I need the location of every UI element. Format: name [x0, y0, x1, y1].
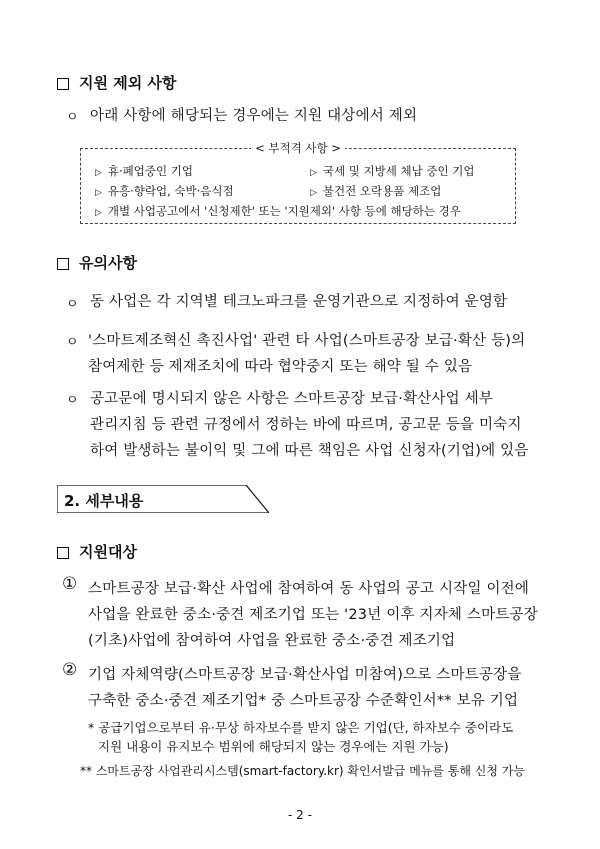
ineligible-item: ▷ 휴·폐업중인 기업: [95, 164, 193, 178]
circle-bullet: ㅇ: [66, 297, 79, 312]
eligibility-item-2: 기업 자체역량(스마트공장 보급·확산사업 미참여)으로 스마트공장을 구축한 중소·중견 제조기업* 중 스마트공장 수준확인서** 보유 기업: [88, 667, 522, 709]
circle-bullet: ㅇ: [66, 393, 79, 408]
ineligible-item: ▷ 국세 및 지방세 체납 중인 기업: [310, 164, 475, 178]
section-heading-eligibility: 지원대상: [57, 541, 137, 562]
ineligibility-box-title: < 부적격 사항 >: [251, 141, 345, 155]
square-bullet-icon: [57, 547, 69, 559]
footnote-2: ** 스마트공장 사업관리시스템(smart-factory.kr) 확인서발급 메뉴를 통해 신청 가능: [80, 764, 525, 778]
item-number-1: ①: [62, 574, 78, 594]
item-number-2: ②: [62, 660, 78, 680]
square-bullet-icon: [57, 258, 69, 270]
footnote-1: * 공급기업으로부터 유·무상 하자보수를 받지 않은 기업(단, 하자보수 중이라도 지원 내용이 유지보수 범위에 해당되지 않는 경우에는 지원 가능): [88, 720, 514, 754]
chapter-title: 2. 세부내용: [64, 492, 144, 510]
square-bullet-icon: [57, 78, 69, 90]
note-responsibility: 공고문에 명시되지 않은 사항은 스마트공장 보급·확산사업 세부 관리지침 등 관련 규정에서 정하는 바에 따르며, 공고문 등을 미숙지 하여 발생하는 불이익 및 그에 따른 책임은 사업 신청자(기업)에 있음: [90, 391, 529, 459]
circle-bullet: ㅇ: [66, 335, 79, 350]
ineligible-item: ▷ 불건전 오락용품 제조업: [310, 184, 442, 198]
circle-bullet: ㅇ: [66, 110, 79, 125]
page-number: - 2 -: [288, 808, 312, 822]
note-sanctions: '스마트제조혁신 촉진사업' 관련 타 사업(스마트공장 보급·확산 등)의 참여제한 등 제재조치에 따라 협약중지 또는 해약 될 수 있음: [88, 333, 526, 375]
eligibility-item-1: 스마트공장 보급·확산 사업에 참여하여 동 사업의 공고 시작일 이전에 사업을 완료한 중소·중견 제조기업 또는 '23년 이후 지자체 스마트공장 (기초)사업에 참여하여 사업을 완료한 중소·중견 제조기업: [88, 581, 538, 649]
exclusion-intro: 아래 사항에 해당되는 경우에는 지원 대상에서 제외: [90, 108, 418, 124]
section-heading-notes: 유의사항: [57, 252, 137, 273]
section-heading-exclusions: 지원 제외 사항: [57, 72, 176, 93]
ineligible-item: ▷ 개별 사업공고에서 '신청제한' 또는 '지원제외' 사항 등에 해당하는 경우: [95, 204, 461, 218]
ineligible-item: ▷ 유흥·향락업, 숙박·음식점: [95, 184, 234, 198]
note-operator: 동 사업은 각 지역별 테크노파크를 운영기관으로 지정하여 운영함: [90, 294, 508, 310]
